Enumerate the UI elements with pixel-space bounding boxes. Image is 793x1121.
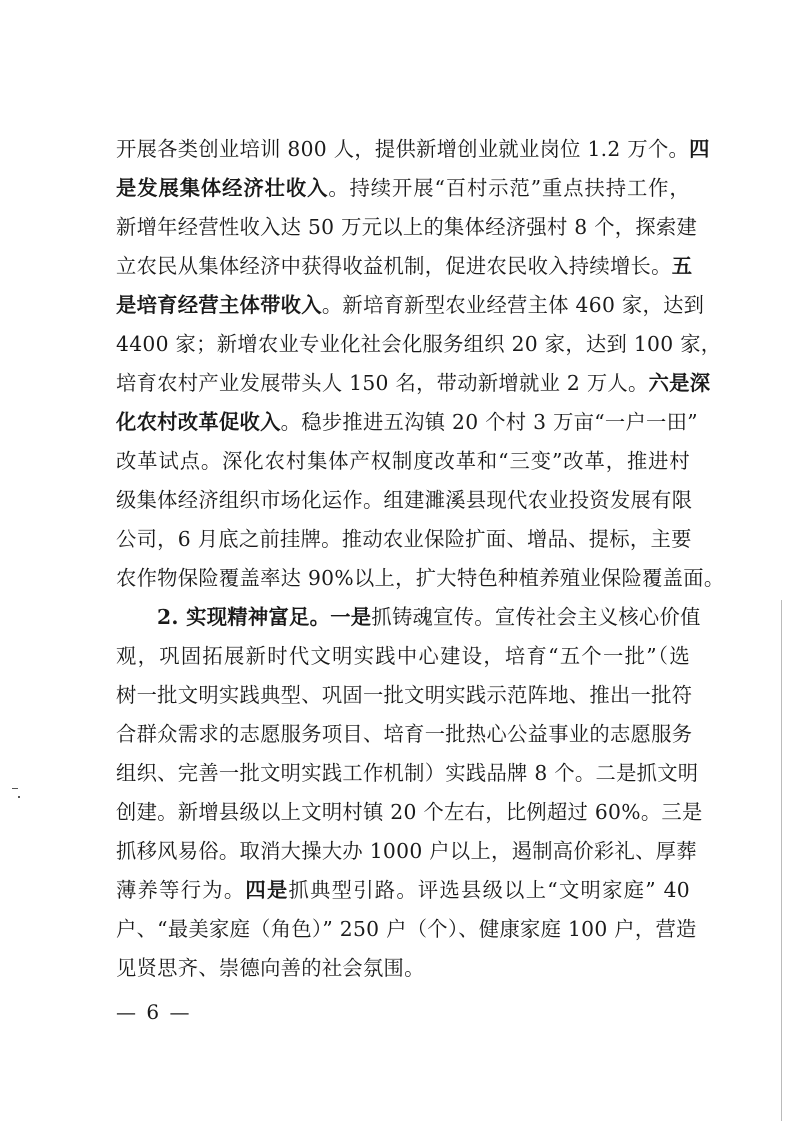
body-line-last: 见贤思齐、崇德向善的社会氛围。 — [116, 956, 425, 980]
body-line: 观，巩固拓展新时代文明实践中心建设，培育“五个一批”（选 — [116, 644, 690, 668]
body-line: 农作物保险覆盖率达 90%以上，扩大特色种植养殖业保险覆盖面。 — [116, 566, 725, 590]
scan-mark — [18, 796, 20, 798]
body-line: 树一批文明实践典型、巩固一批文明实践示范阵地、推出一批符 — [116, 683, 693, 707]
body-line: 4400 家；新增农业专业化社会化服务组织 20 家，达到 100 家， — [116, 332, 722, 356]
body-line: 是培育经营主体带收入。新培育新型农业经营主体 460 家，达到 — [116, 293, 705, 317]
body-line: 是发展集体经济壮收入。持续开展“百村示范”重点扶持工作， — [116, 176, 690, 200]
body-line: 新增年经营性收入达 50 万元以上的集体经济强村 8 个，探索建 — [116, 215, 698, 239]
page-number: — 6 — — [116, 1000, 192, 1024]
section-heading-line: 2. 实现精神富足。一是抓铸魂宣传。宣传社会主义核心价值 — [157, 605, 701, 629]
body-line: 立农民从集体经济中获得收益机制，促进农民收入持续增长。五 — [116, 254, 693, 278]
scan-edge-line — [781, 600, 782, 1121]
body-line: 组织、完善一批文明实践工作机制）实践品牌 8 个。二是抓文明 — [116, 761, 699, 785]
body-line: 抓移风易俗。取消大操大办 1000 户以上，遏制高价彩礼、厚葬 — [116, 839, 697, 863]
body-line: 户、“最美家庭（角色）” 250 户（个）、健康家庭 100 户，营造 — [116, 917, 697, 941]
body-line: 化农村改革促收入。稳步推进五沟镇 20 个村 3 万亩“一户一田” — [116, 410, 698, 434]
body-line: 级集体经济组织市场化运作。组建濉溪县现代农业投资发展有限 — [116, 488, 693, 512]
scan-mark — [12, 788, 18, 789]
body-line: 开展各类创业培训 800 人，提供新增创业就业岗位 1.2 万个。四 — [116, 137, 710, 161]
body-line: 公司，6 月底之前挂牌。推动农业保险扩面、增品、提标，主要 — [116, 527, 692, 551]
body-line: 薄养等行为。四是抓典型引路。评选县级以上“文明家庭” 40 — [116, 878, 690, 902]
body-line: 合群众需求的志愿服务项目、培育一批热心公益事业的志愿服务 — [116, 722, 693, 746]
body-line: 培育农村产业发展带头人 150 名，带动新增就业 2 万人。六是深 — [116, 371, 711, 395]
body-line: 改革试点。深化农村集体产权制度改革和“三变”改革，推进村 — [116, 449, 690, 473]
body-line: 创建。新增县级以上文明村镇 20 个左右，比例超过 60%。三是 — [116, 800, 703, 824]
